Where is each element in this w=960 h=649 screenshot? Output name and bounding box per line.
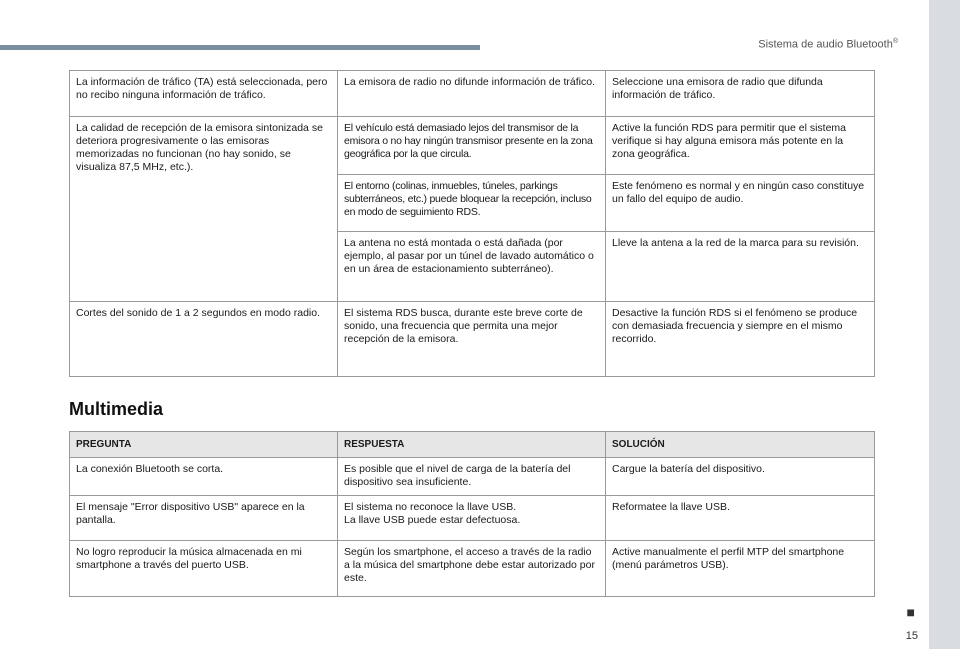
solution-header: SOLUCIÓN	[606, 432, 875, 458]
answer-cell: La antena no está montada o está dañada (por ejemplo, al pasar por un túnel de lavado automático o en un área de estacionamiento subterráneo).	[338, 232, 606, 302]
header-row	[70, 432, 875, 458]
solution-cell: Seleccione una emisora de radio que difunda información de tráfico.	[606, 71, 875, 117]
solution-cell: Lleve la antena a la red de la marca para su revisión.	[606, 232, 875, 302]
answer-cell: Según los smartphone, el acceso a través de la radio a la música del smartphone debe estar autorizado por este.	[338, 541, 606, 597]
continue-marker: ■	[906, 604, 915, 620]
radio-troubleshooting-table	[69, 70, 875, 377]
solution-cell: Reformatee la llave USB.	[606, 496, 875, 541]
table-row	[70, 117, 875, 175]
running-header-text: Sistema de audio Bluetooth	[758, 38, 893, 51]
table-row	[70, 302, 875, 377]
section-title: Multimedia	[69, 399, 164, 419]
answer-cell: La emisora de radio no difunde información de tráfico.	[338, 71, 606, 117]
page-number: 15	[905, 630, 918, 642]
solution-cell: Active la función RDS para permitir que el sistema verifique si hay alguna emisora más potente en la zona geográfica.	[606, 117, 875, 175]
solution-cell: Active manualmente el perfil MTP del smartphone (menú parámetros USB).	[606, 541, 875, 597]
answer-cell: El vehículo está demasiado lejos del transmisor de la emisora o no hay ningún transmisor presente en la zona geográfica por la que circula.	[338, 117, 606, 175]
question-cell: El mensaje "Error dispositivo USB" aparece en la pantalla.	[70, 496, 338, 541]
answer-cell: El sistema no reconoce la llave USB. La llave USB puede estar defectuosa.	[338, 496, 606, 541]
answer-header: RESPUESTA	[338, 432, 606, 458]
answer-cell: El entorno (colinas, inmuebles, túneles, parkings subterráneos, etc.) puede bloquear la recepción, incluso en modo de seguimiento RDS.	[338, 175, 606, 232]
side-band	[929, 0, 960, 649]
running-header	[758, 38, 898, 51]
solution-cell: Cargue la batería del dispositivo.	[606, 458, 875, 496]
table-row	[70, 541, 875, 597]
question-cell: La calidad de recepción de la emisora sintonizada se deteriora progresivamente o las emisoras memorizadas no funcionan (no hay sonido, se visualiza 87,5 MHz, etc.).	[70, 117, 338, 302]
header-rule	[0, 45, 480, 50]
table-row	[70, 496, 875, 541]
table-row	[70, 458, 875, 496]
registered-mark: ®	[892, 38, 898, 45]
solution-cell: Desactive la función RDS si el fenómeno se produce con demasiada frecuencia y siempre en el mismo recorrido.	[606, 302, 875, 377]
question-cell: Cortes del sonido de 1 a 2 segundos en modo radio.	[70, 302, 338, 377]
answer-cell: El sistema RDS busca, durante este breve corte de sonido, una frecuencia que permita una mejor recepción de la emisora.	[338, 302, 606, 377]
answer-cell: Es posible que el nivel de carga de la batería del dispositivo sea insuficiente.	[338, 458, 606, 496]
table-row	[70, 71, 875, 117]
multimedia-troubleshooting-table	[69, 431, 875, 597]
solution-cell: Este fenómeno es normal y en ningún caso constituye un fallo del equipo de audio.	[606, 175, 875, 232]
question-cell: La información de tráfico (TA) está seleccionada, pero no recibo ninguna información de tráfico.	[70, 71, 338, 117]
question-header: PREGUNTA	[70, 432, 338, 458]
question-cell: La conexión Bluetooth se corta.	[70, 458, 338, 496]
question-cell: No logro reproducir la música almacenada en mi smartphone a través del puerto USB.	[70, 541, 338, 597]
